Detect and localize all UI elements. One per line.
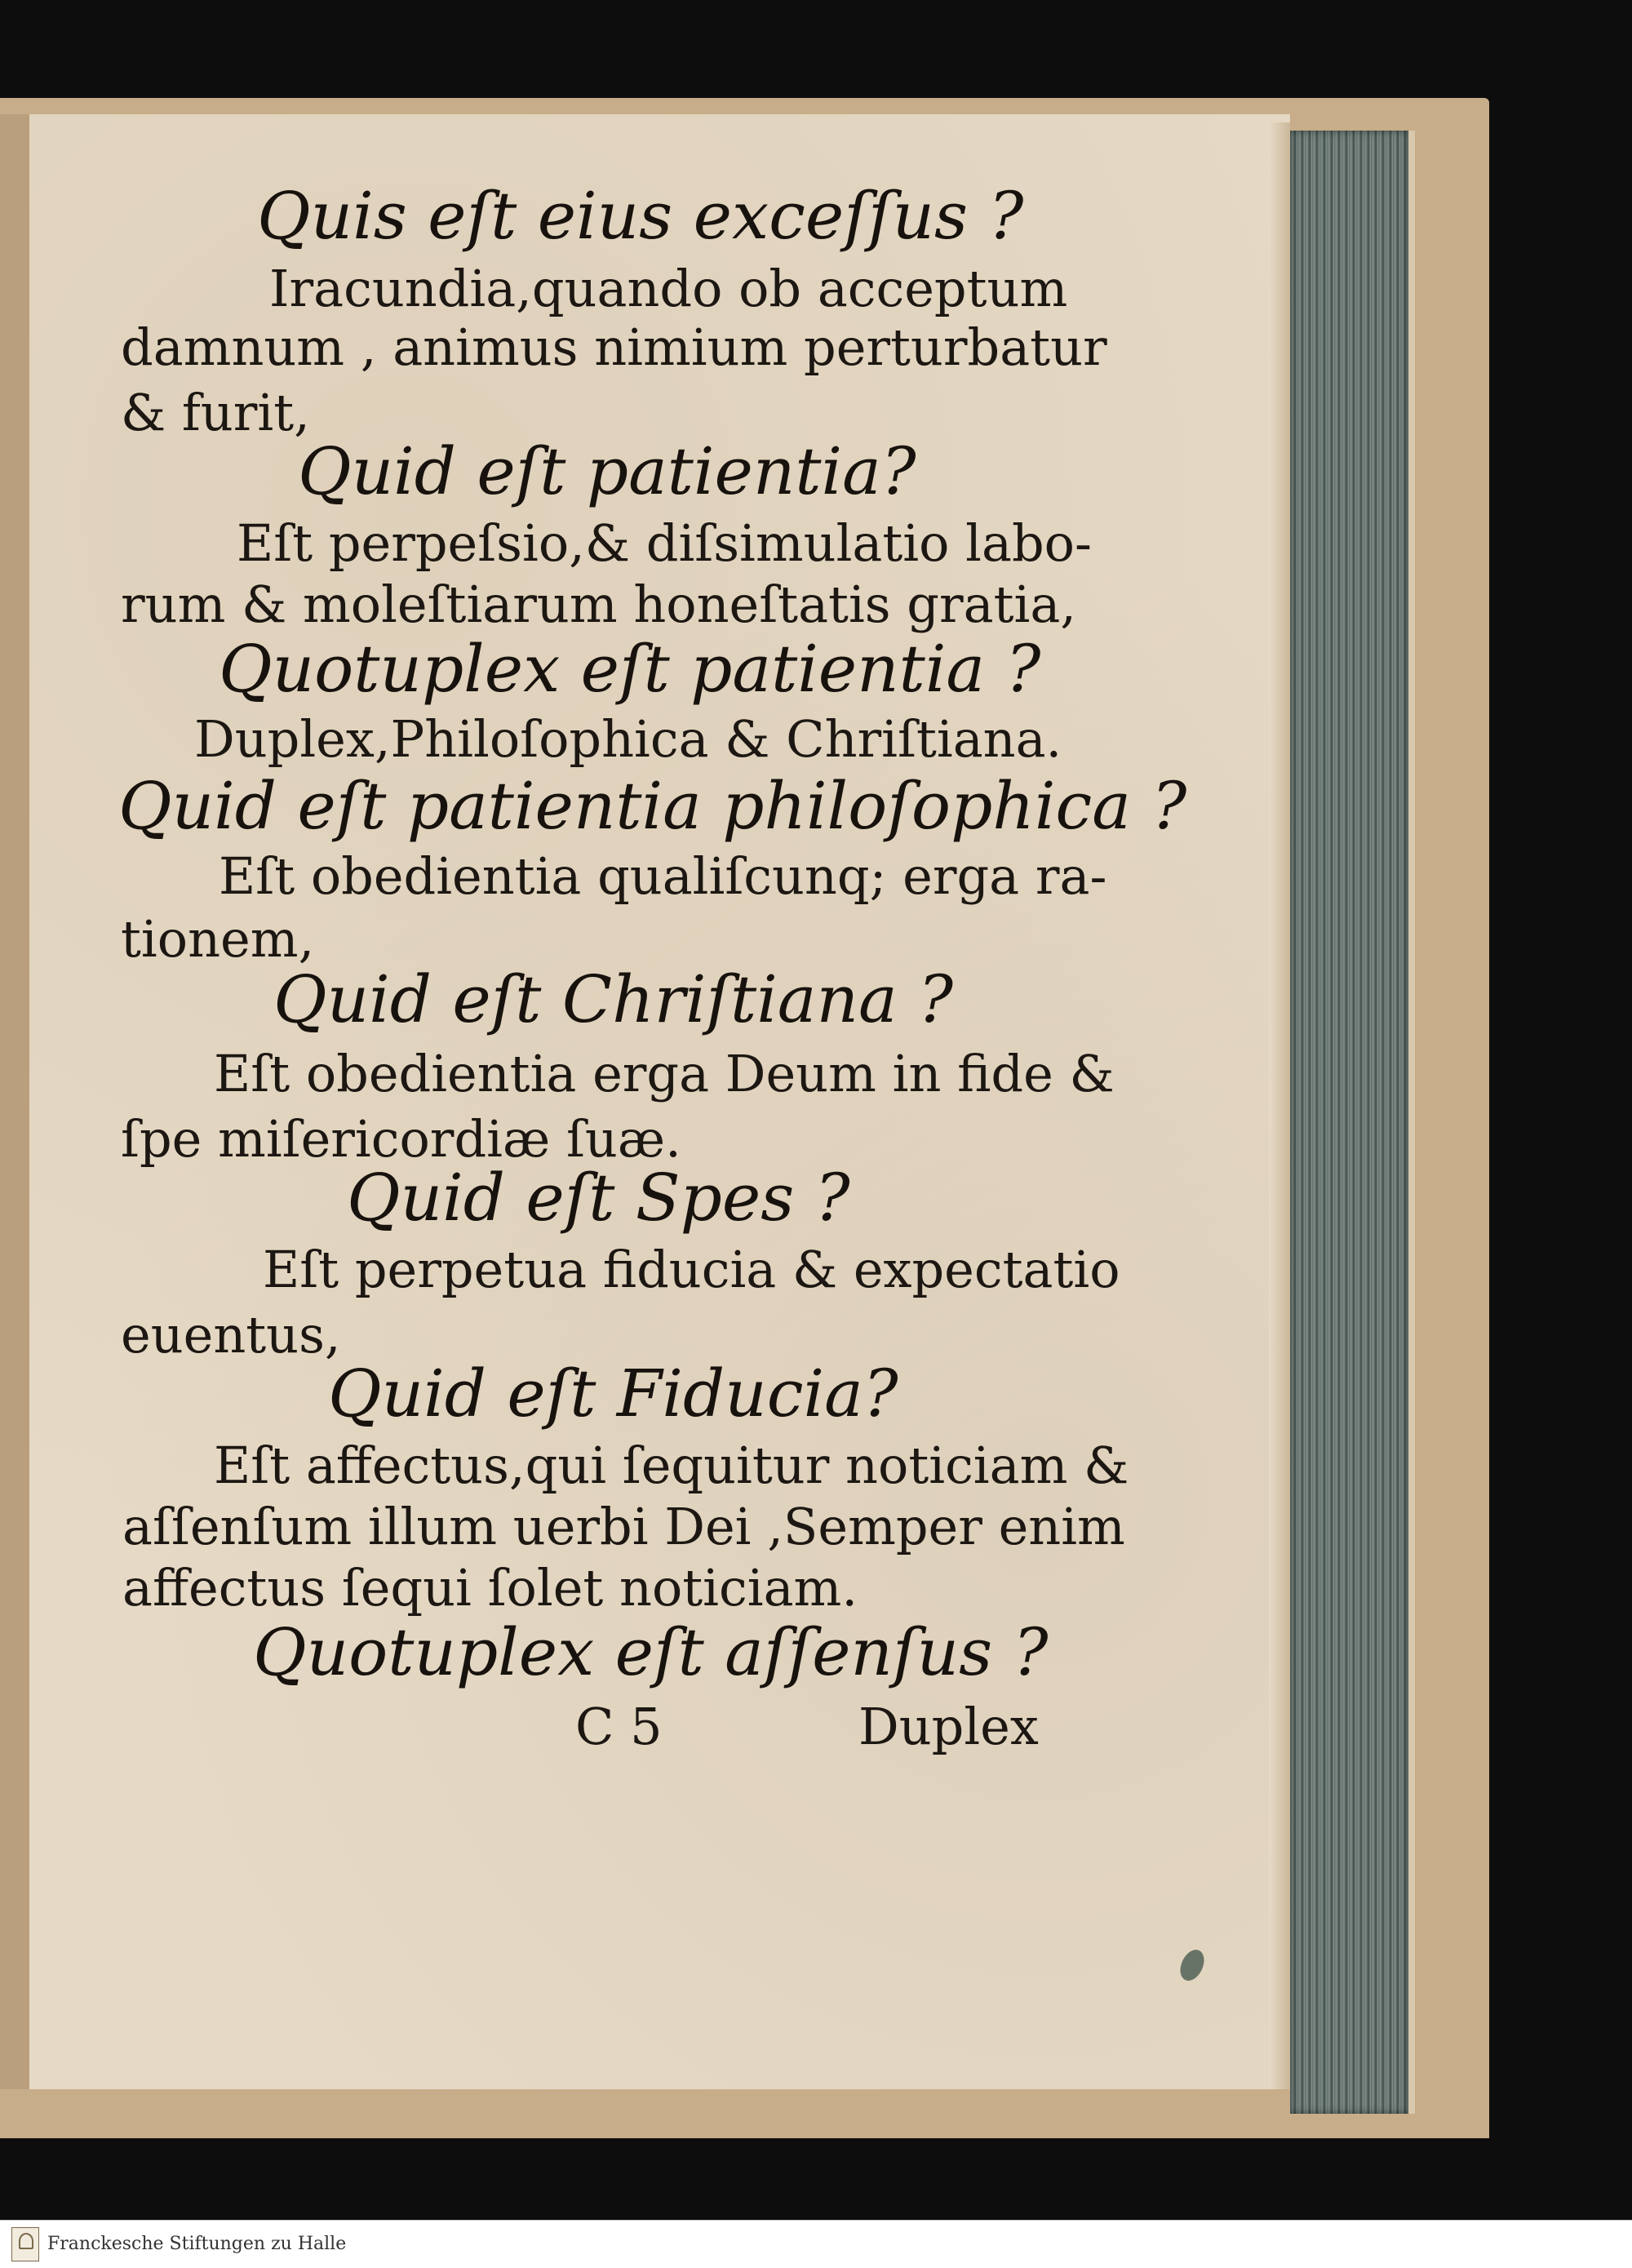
answer-line: Eſt obedientia erga Deum in fide & <box>214 1044 1115 1103</box>
institution-logo-icon <box>11 2227 39 2261</box>
answer-line: ſpe miſericordiæ ſuæ. <box>121 1109 681 1169</box>
question-line: Quid eſt patientia? <box>298 433 916 509</box>
catchword: Duplex <box>858 1697 1039 1756</box>
question-line: Quis eſt eius exceſſus ? <box>257 178 1024 254</box>
answer-line: aſſenſum illum uerbi Dei ,Semper enim <box>122 1497 1125 1556</box>
question-line: Quid eſt Spes ? <box>347 1160 850 1236</box>
answer-line: Iracundia,quando ob acceptum <box>269 259 1068 318</box>
answer-line: damnum , animus nimium perturbatur <box>121 317 1107 377</box>
answer-line: Eſt perpeſsio,& diſsimulatio labo- <box>237 513 1092 573</box>
answer-line: Eſt affectus,qui ſequitur noticiam & <box>214 1436 1129 1495</box>
footer-bar <box>0 2220 1632 2268</box>
question-line: Quid eſt Fiducia? <box>328 1356 898 1431</box>
answer-line: & furit, <box>121 383 310 442</box>
question-line: Quid eſt patientia philoſophica ? <box>118 768 1187 844</box>
answer-line: euentus, <box>121 1305 341 1365</box>
answer-line: tionem, <box>121 909 315 969</box>
institution-name: Franckesche Stiftungen zu Halle <box>47 2234 347 2254</box>
question-line: Quotuplex eſt aſſenſus ? <box>253 1614 1049 1690</box>
answer-line: rum & moleſtiarum honeſtatis gratia, <box>121 575 1077 634</box>
question-line: Quotuplex eſt patientia ? <box>219 631 1041 707</box>
answer-line: Duplex,Philoſophica & Chriſtiana. <box>194 709 1062 769</box>
signature-mark: C 5 <box>575 1697 663 1756</box>
answer-line: Eſt obedientia qualiſcunq; erga ra- <box>219 846 1107 906</box>
answer-line: affectus ſequi ſolet noticiam. <box>122 1558 858 1618</box>
answer-line: Eſt perpetua fiducia & expectatio <box>263 1240 1120 1299</box>
question-line: Quid eſt Chriſtiana ? <box>273 961 954 1037</box>
